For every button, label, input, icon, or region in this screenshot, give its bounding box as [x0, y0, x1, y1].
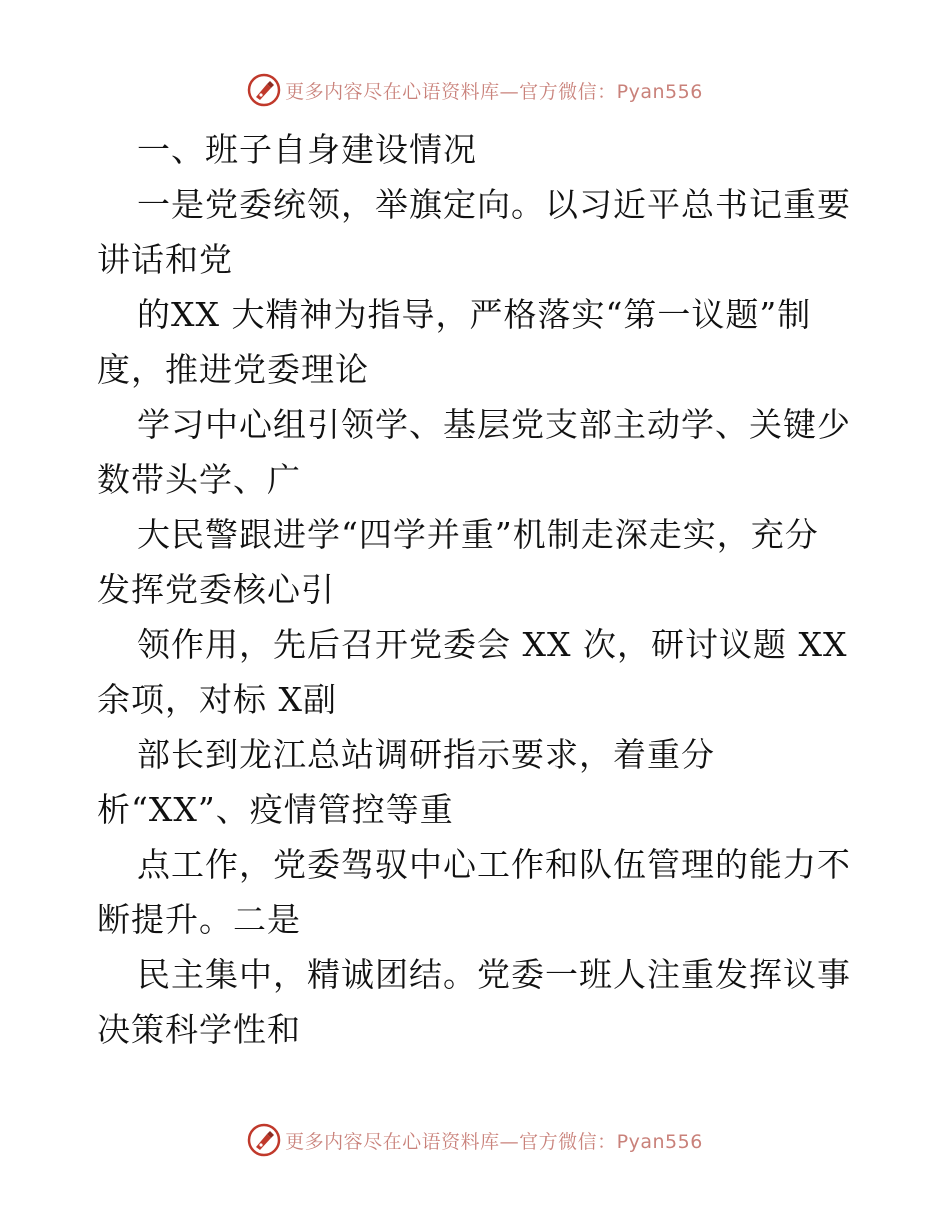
- text-line: 大民警跟进学“四学并重”机制走深走实，充分: [137, 515, 819, 554]
- text-line: 余项，对标 X副: [97, 680, 337, 719]
- watermark-text: 更多内容尽在心语资料库—官方微信：Pyan556: [285, 1130, 703, 1153]
- text-line: 一、班子自身建设情况: [137, 130, 477, 169]
- watermark-text: 更多内容尽在心语资料库—官方微信：Pyan556: [285, 80, 703, 103]
- text-line: 决策科学性和: [97, 1010, 301, 1049]
- text-line: 领作用，先后召开党委会 XX 次，研讨议题 XX: [137, 625, 848, 664]
- text-line: 断提升。二是: [97, 900, 301, 939]
- text-line: 讲话和党: [97, 240, 233, 279]
- text-line: 民主集中，精诚团结。党委一班人注重发挥议事: [137, 955, 851, 994]
- text-line: 析“XX”、疫情管控等重: [97, 790, 454, 829]
- text-line: 的XX 大精神为指导，严格落实“第一议题”制: [137, 295, 812, 334]
- footer-watermark: [0, 1120, 950, 1160]
- text-line: 发挥党委核心引: [97, 570, 335, 609]
- text-line: 点工作，党委驾驭中心工作和队伍管理的能力不: [137, 845, 851, 884]
- text-line: 数带头学、广: [97, 460, 301, 499]
- text-line: 学习中心组引领学、基层党支部主动学、关键少: [137, 405, 851, 444]
- document-body: [97, 122, 857, 1057]
- pen-nib-logo-icon: [247, 1123, 281, 1157]
- text-line: 部长到龙江总站调研指示要求，着重分: [137, 735, 715, 774]
- pen-nib-logo-icon: [247, 73, 281, 107]
- text-line: 一是党委统领，举旗定向。以习近平总书记重要: [137, 185, 851, 224]
- header-watermark: [0, 70, 950, 110]
- text-line: 度，推进党委理论: [97, 350, 369, 389]
